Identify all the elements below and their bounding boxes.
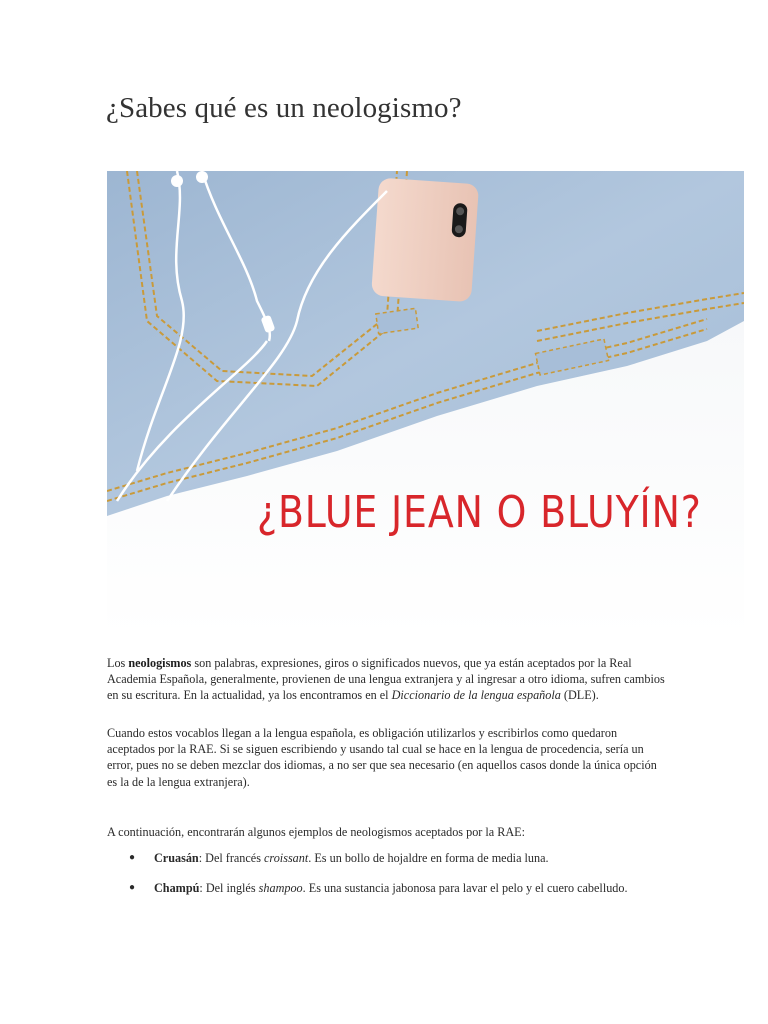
hero-image xyxy=(107,171,744,638)
example-term: Cruasán xyxy=(154,851,199,865)
example-text: . Es un bollo de hojaldre en forma de media luna. xyxy=(308,851,549,865)
page-title: ¿Sabes qué es un neologismo? xyxy=(106,92,462,124)
bullet-icon: ● xyxy=(129,882,136,894)
example-text: : Del francés xyxy=(198,851,265,865)
list-item xyxy=(107,850,667,866)
example-origin: croissant xyxy=(264,851,309,865)
examples-list xyxy=(107,850,667,896)
hero-caption: ¿BLUE JEAN O BLUYÍN? xyxy=(257,487,702,538)
dictionary-title: Diccionario de la lengua española xyxy=(391,688,561,703)
phone xyxy=(371,178,479,303)
paragraph-1-body: son palabras, expresiones, giros o significados nuevos, que ya están aceptados por la Real Academia Española, generalmente, provienen de una lengua extranjera y al ingresar a otro idioma, sufren cambios en su escritura. En la actualidad, ya los encontramos en el xyxy=(107,656,665,703)
list-item xyxy=(107,880,667,896)
example-text: : Del inglés xyxy=(199,881,259,896)
example-text: . Es una sustancia jabonosa para lavar el pelo y el cuero cabelludo. xyxy=(302,881,628,896)
example-origin: shampoo xyxy=(258,881,303,896)
paragraph-1-end: (DLE). xyxy=(560,688,599,703)
example-term: Champú xyxy=(154,881,200,896)
paragraph-definition xyxy=(107,655,667,704)
bullet-icon: ● xyxy=(129,852,136,863)
paragraph-1-start: Los xyxy=(107,656,129,670)
paragraph-usage: Cuando estos vocablos llegan a la lengua española, es obligación utilizarlos y escribirlos como quedaron aceptados por la RAE. Si se siguen escribiendo y usando tal cual se hace en la lengua de procedencia, sería un error, pues no se deben mezclar dos idiomas, a no ser que sea necesario (en aquellos casos donde la única opción es la de la lengua extranjera). xyxy=(107,726,657,789)
keyword-neologismos: neologismos xyxy=(128,656,192,670)
denim-pocket-illustration xyxy=(107,171,744,638)
paragraph-examples-intro: A continuación, encontrarán algunos ejemplos de neologismos aceptados por la RAE: xyxy=(107,825,525,839)
